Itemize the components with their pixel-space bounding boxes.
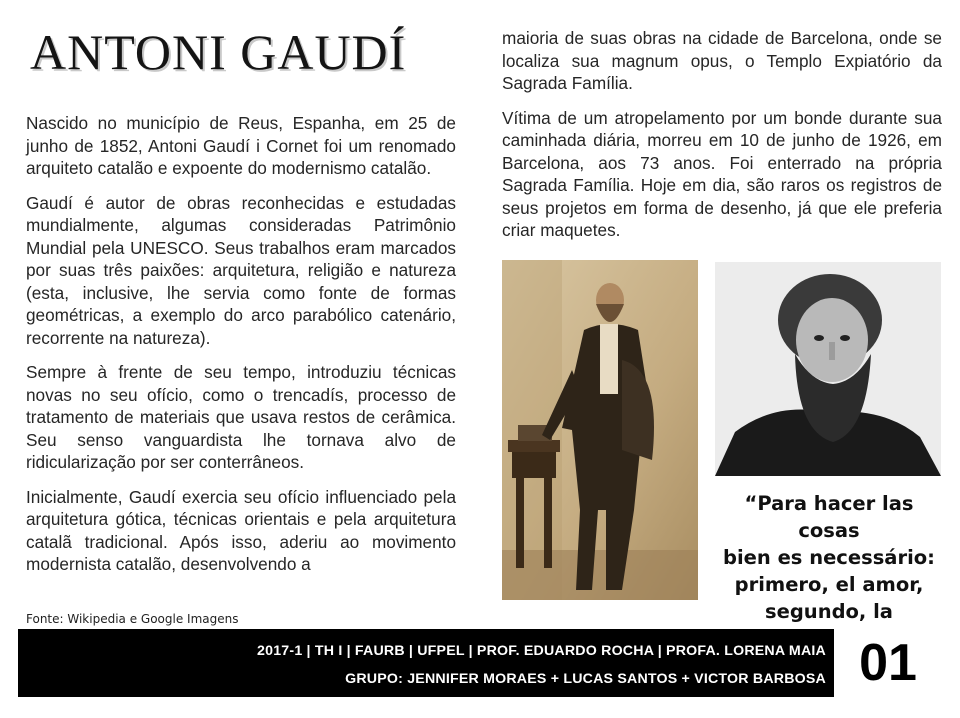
footer-group-members: GRUPO: JENNIFER MORAES + LUCAS SANTOS + VICTOR BARBOSA <box>345 671 826 687</box>
paragraph-techniques: Sempre à frente de seu tempo, introduziu técnicas novas no seu ofício, como o trencadís, processo de tratamento de materiais que usava restos de cerâmica. Seu senso vanguardista lhe tornava alvo de ridicularização por ser conterrâneos. <box>26 362 456 472</box>
paragraph-death: Vítima de um atropelamento por um bonde durante sua caminhada diária, morreu em 10 de junho de 1926, em Barcelona, aos 73 anos. Foi enterrado na própria Sagrada Família. Hoje em dia, são raros os registros de seus projetos em forma de desenho, já que ele preferia criar maquetes. <box>502 107 942 240</box>
gaudi-quote <box>716 490 942 652</box>
paragraph-barcelona: maioria de suas obras na cidade de Barcelona, onde se localiza sua magnum opus, o Templo Expiatório da Sagrada Família. <box>502 28 942 93</box>
gaudi-full-body-photo <box>502 260 698 600</box>
gaudi-portrait-photo <box>715 262 941 476</box>
quote-line: primero, el amor, <box>734 573 924 596</box>
quote-line: segundo, la <box>765 600 893 623</box>
footer-course-info: 2017-1 | TH I | FAURB | UFPEL | PROF. EDUARDO ROCHA | PROFA. LORENA MAIA <box>257 643 826 659</box>
source-credit: Fonte: Wikipedia e Google Imagens <box>26 612 239 626</box>
page-title: ANTONI GAUDÍ <box>30 24 407 80</box>
paragraph-influences: Inicialmente, Gaudí exercia seu ofício influenciado pela arquitetura gótica, técnicas orientais e pela arquitetura catalã tradicional. Após isso, aderiu ao movimento modernista catalão, desenvolvendo a <box>26 486 456 574</box>
footer-bar <box>18 629 942 697</box>
right-text-column <box>502 27 942 254</box>
page-number: 01 <box>834 629 942 697</box>
quote-line: bien es necessário: <box>723 546 935 569</box>
paragraph-works: Gaudí é autor de obras reconhecidas e estudadas mundialmente, algumas consideradas Patrimônio Mundial pela UNESCO. Seus trabalhos eram marcados por suas três paixões: arquitetura, religião e natureza (esta, inclusive, lhe servia como fonte de formas geométricas, a exemplo do arco parabólico catenário, recorrente na natureza). <box>26 192 456 348</box>
left-text-column <box>26 112 456 588</box>
paragraph-birth: Nascido no município de Reus, Espanha, em 25 de junho de 1852, Antoni Gaudí i Cornet foi um renomado arquiteto catalão e expoente do modernismo catalão. <box>26 113 456 178</box>
quote-line: “Para hacer las cosas <box>744 492 914 542</box>
